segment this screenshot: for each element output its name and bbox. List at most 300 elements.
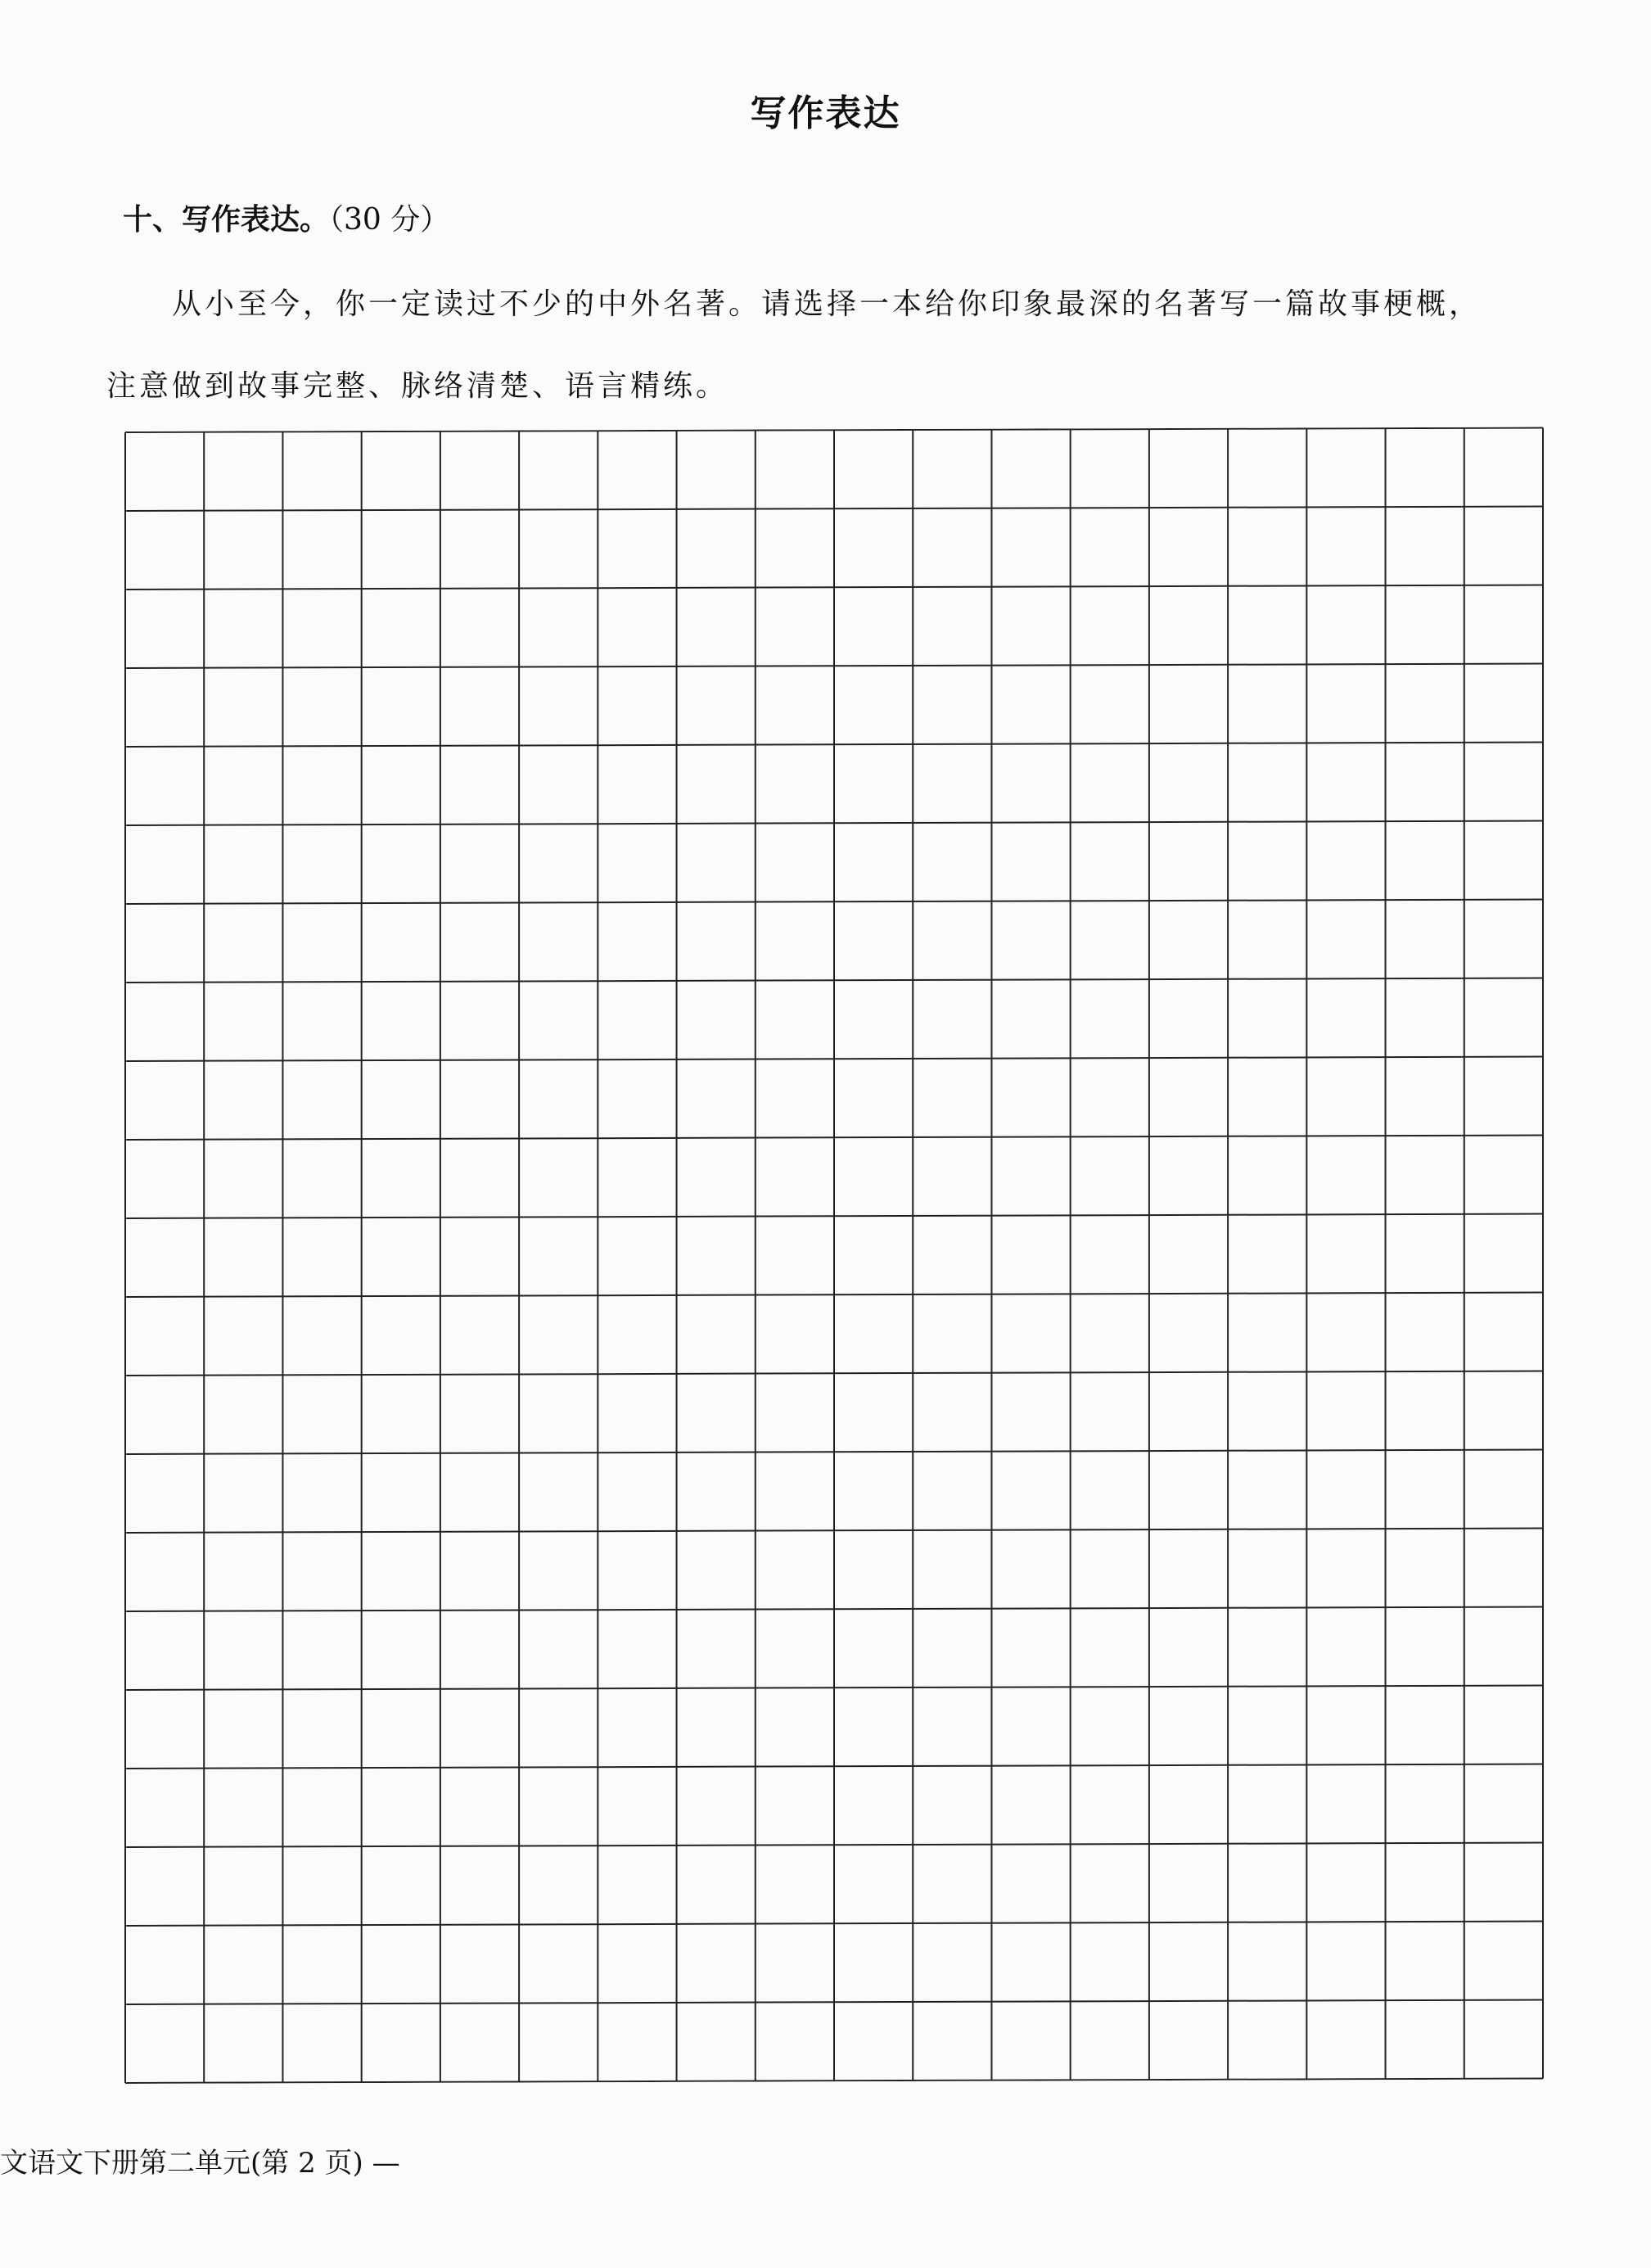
- grid-cell[interactable]: [1464, 1450, 1543, 1529]
- grid-cell[interactable]: [519, 745, 598, 824]
- grid-cell[interactable]: [756, 1137, 834, 1216]
- grid-cell[interactable]: [756, 587, 834, 666]
- grid-cell[interactable]: [1306, 978, 1385, 1057]
- grid-cell[interactable]: [677, 431, 756, 509]
- grid-cell[interactable]: [991, 1687, 1070, 1765]
- grid-cell[interactable]: [913, 1373, 991, 1452]
- grid-cell[interactable]: [362, 825, 440, 903]
- grid-cell[interactable]: [282, 1768, 361, 1846]
- grid-cell[interactable]: [598, 1846, 676, 1924]
- grid-cell[interactable]: [282, 1532, 361, 1611]
- grid-cell[interactable]: [440, 1453, 519, 1531]
- grid-cell[interactable]: [598, 1217, 676, 1295]
- grid-cell[interactable]: [834, 430, 913, 508]
- grid-cell[interactable]: [519, 1138, 598, 1217]
- grid-cell[interactable]: [1386, 1293, 1464, 1371]
- grid-cell[interactable]: [756, 1216, 834, 1294]
- grid-cell[interactable]: [677, 1374, 756, 1453]
- grid-cell[interactable]: [677, 1767, 756, 1846]
- grid-cell[interactable]: [756, 1373, 834, 1452]
- grid-cell[interactable]: [598, 1138, 676, 1217]
- grid-cell[interactable]: [991, 2001, 1070, 2080]
- grid-cell[interactable]: [913, 1845, 991, 1923]
- grid-cell[interactable]: [1149, 1136, 1228, 1215]
- grid-cell[interactable]: [282, 1453, 361, 1532]
- grid-cell[interactable]: [1149, 586, 1228, 665]
- grid-cell[interactable]: [125, 1297, 204, 1376]
- grid-cell[interactable]: [282, 589, 361, 667]
- grid-cell[interactable]: [1228, 1136, 1306, 1214]
- grid-cell[interactable]: [204, 746, 282, 825]
- grid-cell[interactable]: [1228, 664, 1306, 743]
- grid-cell[interactable]: [598, 1610, 676, 1688]
- grid-cell[interactable]: [1149, 743, 1228, 822]
- grid-cell[interactable]: [204, 589, 282, 667]
- grid-cell[interactable]: [204, 1532, 282, 1611]
- grid-cell[interactable]: [1071, 901, 1149, 979]
- grid-cell[interactable]: [1386, 2000, 1464, 2079]
- grid-cell[interactable]: [519, 902, 598, 981]
- grid-cell[interactable]: [440, 666, 519, 745]
- grid-cell[interactable]: [440, 1138, 519, 1217]
- grid-cell[interactable]: [282, 746, 361, 825]
- grid-cell[interactable]: [913, 1923, 991, 2002]
- writing-grid[interactable]: [124, 427, 1544, 2084]
- grid-cell[interactable]: [756, 1059, 834, 1137]
- grid-cell[interactable]: [125, 2004, 204, 2083]
- grid-cell[interactable]: [1306, 1922, 1385, 2000]
- grid-cell[interactable]: [125, 1533, 204, 1611]
- grid-cell[interactable]: [440, 1924, 519, 2003]
- grid-cell[interactable]: [519, 1688, 598, 1767]
- grid-cell[interactable]: [1306, 1843, 1385, 1922]
- grid-cell[interactable]: [677, 745, 756, 824]
- grid-cell[interactable]: [913, 744, 991, 823]
- grid-cell[interactable]: [677, 1688, 756, 1767]
- grid-cell[interactable]: [756, 1687, 834, 1766]
- grid-cell[interactable]: [1306, 743, 1385, 821]
- grid-cell[interactable]: [677, 981, 756, 1059]
- grid-cell[interactable]: [440, 1610, 519, 1688]
- grid-cell[interactable]: [1228, 1922, 1306, 2000]
- grid-cell[interactable]: [440, 1767, 519, 1846]
- grid-cell[interactable]: [598, 981, 676, 1059]
- grid-cell[interactable]: [1464, 664, 1543, 743]
- grid-cell[interactable]: [834, 587, 913, 666]
- grid-cell[interactable]: [834, 666, 913, 744]
- grid-cell[interactable]: [1464, 743, 1543, 821]
- grid-cell[interactable]: [1306, 1057, 1385, 1136]
- grid-cell[interactable]: [1228, 1529, 1306, 1607]
- grid-cell[interactable]: [440, 2003, 519, 2081]
- grid-cell[interactable]: [1228, 507, 1306, 585]
- grid-cell[interactable]: [1228, 1214, 1306, 1293]
- grid-cell[interactable]: [913, 1452, 991, 1530]
- grid-cell[interactable]: [125, 511, 204, 590]
- grid-cell[interactable]: [1306, 2000, 1385, 2079]
- grid-cell[interactable]: [598, 431, 676, 509]
- grid-cell[interactable]: [519, 824, 598, 902]
- grid-cell[interactable]: [1228, 1764, 1306, 1843]
- grid-cell[interactable]: [1464, 1686, 1543, 1764]
- grid-cell[interactable]: [1149, 1765, 1228, 1844]
- grid-cell[interactable]: [991, 1294, 1070, 1372]
- grid-cell[interactable]: [1228, 743, 1306, 821]
- grid-cell[interactable]: [1306, 585, 1385, 664]
- grid-cell[interactable]: [834, 823, 913, 901]
- grid-cell[interactable]: [598, 745, 676, 824]
- grid-cell[interactable]: [204, 1611, 282, 1689]
- grid-cell[interactable]: [756, 666, 834, 744]
- grid-cell[interactable]: [1464, 1371, 1543, 1450]
- grid-cell[interactable]: [1149, 1687, 1228, 1765]
- grid-cell[interactable]: [204, 1296, 282, 1375]
- grid-cell[interactable]: [1149, 979, 1228, 1058]
- grid-cell[interactable]: [1464, 1057, 1543, 1136]
- grid-cell[interactable]: [362, 589, 440, 667]
- grid-cell[interactable]: [913, 1294, 991, 1373]
- grid-cell[interactable]: [362, 903, 440, 982]
- grid-cell[interactable]: [1306, 1529, 1385, 1607]
- grid-cell[interactable]: [1386, 1686, 1464, 1764]
- grid-cell[interactable]: [519, 1453, 598, 1531]
- grid-cell[interactable]: [677, 1295, 756, 1374]
- grid-cell[interactable]: [125, 1690, 204, 1769]
- grid-cell[interactable]: [991, 979, 1070, 1058]
- grid-cell[interactable]: [204, 1218, 282, 1296]
- grid-cell[interactable]: [204, 1768, 282, 1846]
- grid-cell[interactable]: [1464, 2000, 1543, 2079]
- grid-cell[interactable]: [834, 1766, 913, 1845]
- grid-cell[interactable]: [204, 510, 282, 589]
- grid-cell[interactable]: [204, 1060, 282, 1139]
- grid-cell[interactable]: [1228, 585, 1306, 664]
- grid-cell[interactable]: [362, 1296, 440, 1375]
- grid-cell[interactable]: [677, 1217, 756, 1295]
- grid-cell[interactable]: [1306, 1371, 1385, 1450]
- grid-cell[interactable]: [913, 901, 991, 980]
- grid-cell[interactable]: [598, 588, 676, 666]
- grid-cell[interactable]: [1149, 1215, 1228, 1294]
- grid-cell[interactable]: [1071, 979, 1149, 1058]
- grid-cell[interactable]: [204, 1139, 282, 1218]
- grid-cell[interactable]: [598, 1767, 676, 1846]
- grid-cell[interactable]: [1306, 1686, 1385, 1764]
- grid-cell[interactable]: [598, 1531, 676, 1610]
- grid-cell[interactable]: [1464, 428, 1543, 507]
- grid-cell[interactable]: [991, 508, 1070, 586]
- grid-cell[interactable]: [125, 668, 204, 747]
- grid-cell[interactable]: [834, 980, 913, 1059]
- grid-cell[interactable]: [913, 1137, 991, 1216]
- grid-cell[interactable]: [1306, 428, 1385, 507]
- grid-cell[interactable]: [756, 744, 834, 823]
- grid-cell[interactable]: [519, 1531, 598, 1610]
- grid-cell[interactable]: [519, 431, 598, 509]
- grid-cell[interactable]: [834, 1923, 913, 2002]
- grid-cell[interactable]: [1228, 1371, 1306, 1450]
- grid-cell[interactable]: [1386, 1057, 1464, 1136]
- grid-cell[interactable]: [1386, 900, 1464, 978]
- grid-cell[interactable]: [1149, 901, 1228, 979]
- grid-cell[interactable]: [440, 509, 519, 588]
- grid-cell[interactable]: [677, 824, 756, 902]
- grid-cell[interactable]: [1464, 1922, 1543, 2000]
- grid-cell[interactable]: [1071, 822, 1149, 901]
- grid-cell[interactable]: [991, 1451, 1070, 1529]
- grid-cell[interactable]: [913, 823, 991, 901]
- grid-cell[interactable]: [1071, 1687, 1149, 1765]
- grid-cell[interactable]: [1149, 1922, 1228, 2001]
- grid-cell[interactable]: [204, 825, 282, 903]
- grid-cell[interactable]: [1149, 1844, 1228, 1922]
- grid-cell[interactable]: [1386, 1843, 1464, 1922]
- grid-cell[interactable]: [913, 587, 991, 666]
- grid-cell[interactable]: [519, 1217, 598, 1295]
- grid-cell[interactable]: [756, 1294, 834, 1373]
- grid-cell[interactable]: [204, 1453, 282, 1532]
- grid-cell[interactable]: [598, 1688, 676, 1767]
- grid-cell[interactable]: [440, 1059, 519, 1138]
- grid-cell[interactable]: [1306, 1450, 1385, 1529]
- grid-cell[interactable]: [677, 2003, 756, 2081]
- grid-cell[interactable]: [519, 1767, 598, 1846]
- grid-cell[interactable]: [1071, 1215, 1149, 1294]
- grid-cell[interactable]: [598, 1453, 676, 1531]
- grid-cell[interactable]: [125, 904, 204, 983]
- grid-cell[interactable]: [1071, 1372, 1149, 1451]
- grid-cell[interactable]: [282, 1611, 361, 1689]
- grid-cell[interactable]: [1464, 1214, 1543, 1293]
- grid-cell[interactable]: [1386, 585, 1464, 664]
- grid-cell[interactable]: [204, 1846, 282, 1925]
- grid-cell[interactable]: [362, 1611, 440, 1689]
- grid-cell[interactable]: [991, 1922, 1070, 2001]
- grid-cell[interactable]: [913, 1609, 991, 1687]
- grid-cell[interactable]: [1228, 1686, 1306, 1764]
- grid-cell[interactable]: [1228, 1057, 1306, 1136]
- grid-cell[interactable]: [362, 1532, 440, 1611]
- grid-cell[interactable]: [362, 1218, 440, 1296]
- grid-cell[interactable]: [677, 1138, 756, 1217]
- grid-cell[interactable]: [362, 1689, 440, 1768]
- grid-cell[interactable]: [834, 1059, 913, 1137]
- grid-cell[interactable]: [756, 823, 834, 901]
- grid-cell[interactable]: [834, 901, 913, 980]
- grid-cell[interactable]: [991, 1058, 1070, 1136]
- grid-cell[interactable]: [756, 1845, 834, 1923]
- grid-cell[interactable]: [362, 1453, 440, 1532]
- grid-cell[interactable]: [440, 1374, 519, 1453]
- grid-cell[interactable]: [1306, 664, 1385, 743]
- grid-cell[interactable]: [677, 509, 756, 588]
- grid-cell[interactable]: [677, 1846, 756, 1924]
- grid-cell[interactable]: [282, 1218, 361, 1296]
- grid-cell[interactable]: [1071, 1294, 1149, 1372]
- grid-cell[interactable]: [1071, 665, 1149, 743]
- grid-cell[interactable]: [1464, 585, 1543, 664]
- grid-cell[interactable]: [1149, 1372, 1228, 1451]
- grid-cell[interactable]: [1464, 1529, 1543, 1607]
- grid-cell[interactable]: [1306, 1764, 1385, 1843]
- grid-cell[interactable]: [125, 1847, 204, 1926]
- grid-cell[interactable]: [1386, 507, 1464, 585]
- grid-cell[interactable]: [1071, 1765, 1149, 1844]
- grid-cell[interactable]: [519, 1374, 598, 1453]
- grid-cell[interactable]: [913, 1059, 991, 1137]
- grid-cell[interactable]: [282, 510, 361, 589]
- grid-cell[interactable]: [440, 824, 519, 902]
- grid-cell[interactable]: [677, 588, 756, 666]
- grid-cell[interactable]: [125, 1061, 204, 1140]
- grid-cell[interactable]: [1149, 1294, 1228, 1372]
- grid-cell[interactable]: [1071, 1058, 1149, 1136]
- grid-cell[interactable]: [677, 902, 756, 981]
- grid-cell[interactable]: [598, 824, 676, 902]
- grid-cell[interactable]: [913, 508, 991, 587]
- grid-cell[interactable]: [677, 666, 756, 745]
- grid-cell[interactable]: [1149, 822, 1228, 901]
- grid-cell[interactable]: [282, 667, 361, 746]
- grid-cell[interactable]: [834, 1373, 913, 1452]
- grid-cell[interactable]: [991, 1844, 1070, 1922]
- grid-cell[interactable]: [125, 1611, 204, 1690]
- grid-cell[interactable]: [1386, 821, 1464, 900]
- grid-cell[interactable]: [519, 509, 598, 588]
- grid-cell[interactable]: [362, 1925, 440, 2004]
- grid-cell[interactable]: [1149, 429, 1228, 508]
- grid-cell[interactable]: [282, 431, 361, 510]
- grid-cell[interactable]: [913, 1216, 991, 1294]
- grid-cell[interactable]: [282, 1846, 361, 1925]
- grid-cell[interactable]: [1306, 1293, 1385, 1371]
- grid-cell[interactable]: [282, 982, 361, 1060]
- grid-cell[interactable]: [991, 665, 1070, 743]
- grid-cell[interactable]: [440, 981, 519, 1059]
- grid-cell[interactable]: [1306, 507, 1385, 585]
- grid-cell[interactable]: [282, 903, 361, 982]
- grid-cell[interactable]: [756, 430, 834, 508]
- grid-cell[interactable]: [756, 1766, 834, 1845]
- grid-cell[interactable]: [1071, 1844, 1149, 1922]
- grid-cell[interactable]: [598, 1295, 676, 1374]
- grid-cell[interactable]: [204, 1375, 282, 1453]
- grid-cell[interactable]: [677, 1610, 756, 1688]
- grid-cell[interactable]: [1306, 1214, 1385, 1293]
- grid-cell[interactable]: [756, 980, 834, 1059]
- grid-cell[interactable]: [677, 1059, 756, 1138]
- grid-cell[interactable]: [1464, 900, 1543, 978]
- grid-cell[interactable]: [598, 2003, 676, 2081]
- grid-cell[interactable]: [1386, 1607, 1464, 1686]
- grid-cell[interactable]: [440, 1531, 519, 1610]
- grid-cell[interactable]: [913, 1687, 991, 1766]
- grid-cell[interactable]: [1386, 1764, 1464, 1843]
- grid-cell[interactable]: [1306, 1607, 1385, 1686]
- grid-cell[interactable]: [440, 745, 519, 824]
- grid-cell[interactable]: [282, 1375, 361, 1453]
- grid-cell[interactable]: [282, 2004, 361, 2082]
- grid-cell[interactable]: [834, 744, 913, 823]
- grid-cell[interactable]: [991, 743, 1070, 822]
- grid-cell[interactable]: [834, 1137, 913, 1216]
- grid-cell[interactable]: [282, 1689, 361, 1768]
- grid-cell[interactable]: [125, 825, 204, 904]
- grid-cell[interactable]: [519, 666, 598, 745]
- grid-cell[interactable]: [913, 666, 991, 744]
- grid-cell[interactable]: [1149, 1529, 1228, 1608]
- grid-cell[interactable]: [756, 1530, 834, 1609]
- grid-cell[interactable]: [1071, 1136, 1149, 1215]
- grid-cell[interactable]: [204, 982, 282, 1060]
- grid-cell[interactable]: [913, 2002, 991, 2081]
- grid-cell[interactable]: [1386, 1450, 1464, 1529]
- grid-cell[interactable]: [362, 746, 440, 825]
- grid-cell[interactable]: [1306, 900, 1385, 978]
- grid-cell[interactable]: [519, 2003, 598, 2081]
- grid-cell[interactable]: [834, 1687, 913, 1766]
- grid-cell[interactable]: [991, 822, 1070, 901]
- grid-cell[interactable]: [1071, 2001, 1149, 2080]
- grid-cell[interactable]: [1464, 1607, 1543, 1686]
- grid-cell[interactable]: [204, 667, 282, 746]
- grid-cell[interactable]: [1228, 821, 1306, 900]
- grid-cell[interactable]: [1464, 821, 1543, 900]
- grid-cell[interactable]: [991, 1372, 1070, 1451]
- grid-cell[interactable]: [677, 1531, 756, 1610]
- grid-cell[interactable]: [362, 1060, 440, 1139]
- grid-cell[interactable]: [756, 1452, 834, 1530]
- grid-cell[interactable]: [677, 1453, 756, 1531]
- grid-cell[interactable]: [913, 430, 991, 508]
- grid-cell[interactable]: [1306, 821, 1385, 900]
- grid-cell[interactable]: [125, 432, 204, 511]
- grid-cell[interactable]: [598, 902, 676, 981]
- grid-cell[interactable]: [1149, 1058, 1228, 1136]
- grid-cell[interactable]: [519, 588, 598, 666]
- grid-cell[interactable]: [204, 1925, 282, 2004]
- grid-cell[interactable]: [1071, 508, 1149, 586]
- grid-cell[interactable]: [1228, 1843, 1306, 1922]
- grid-cell[interactable]: [1464, 978, 1543, 1057]
- grid-cell[interactable]: [991, 1608, 1070, 1687]
- grid-cell[interactable]: [991, 1529, 1070, 1608]
- grid-cell[interactable]: [362, 1768, 440, 1846]
- grid-cell[interactable]: [125, 983, 204, 1061]
- grid-cell[interactable]: [125, 1218, 204, 1297]
- grid-cell[interactable]: [1228, 978, 1306, 1057]
- grid-cell[interactable]: [1386, 428, 1464, 507]
- grid-cell[interactable]: [1386, 743, 1464, 821]
- grid-cell[interactable]: [913, 980, 991, 1059]
- grid-cell[interactable]: [362, 1375, 440, 1453]
- grid-cell[interactable]: [834, 1609, 913, 1687]
- grid-cell[interactable]: [598, 1374, 676, 1453]
- grid-cell[interactable]: [756, 2002, 834, 2081]
- grid-cell[interactable]: [362, 667, 440, 746]
- grid-cell[interactable]: [204, 2004, 282, 2082]
- grid-cell[interactable]: [1071, 1451, 1149, 1529]
- grid-cell[interactable]: [519, 1610, 598, 1688]
- grid-cell[interactable]: [1149, 665, 1228, 743]
- grid-cell[interactable]: [362, 1846, 440, 1925]
- grid-cell[interactable]: [1386, 978, 1464, 1057]
- grid-cell[interactable]: [1071, 586, 1149, 665]
- grid-cell[interactable]: [1071, 1529, 1149, 1608]
- grid-cell[interactable]: [282, 1296, 361, 1375]
- grid-cell[interactable]: [1071, 429, 1149, 508]
- grid-cell[interactable]: [1228, 1607, 1306, 1686]
